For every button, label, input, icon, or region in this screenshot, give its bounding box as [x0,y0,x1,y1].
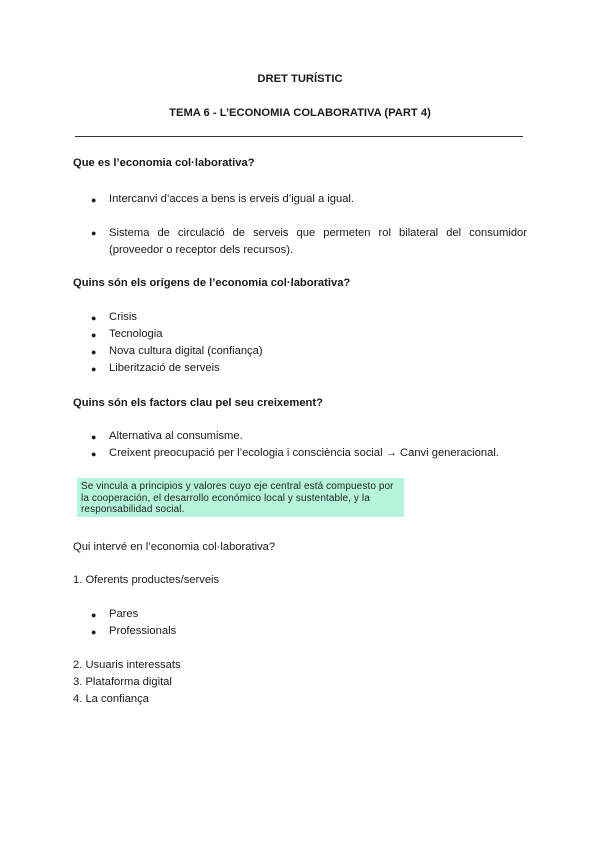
numbered-item [73,574,219,586]
sub-list-item: Pares [109,608,139,620]
numbered-item-text: Plataforma digital [85,676,172,688]
numbered-item-text: Usuaris interessats [85,659,181,671]
list-item: Creixent preocupació per l’ecologia i consciència social → Canvi generacional. [109,447,499,459]
bullet-icon: ● [91,364,97,374]
list-item: Crisis [109,311,137,323]
numbered-item-label: 2. [73,659,83,671]
bullet-icon: ● [91,449,97,459]
highlighted-quote: Se vincula a principios y valores cuyo eje central está compuesto por la cooperación, el desarrollo económico local y sustentable, y la responsabilidad social. [81,481,394,515]
bullet-icon: ● [91,347,97,357]
list-item: Liberització de serveis [109,362,220,374]
section-heading-origins: Quins són els orígens de l’economia col·laborativa? [73,277,351,289]
list-item: Intercanvi d’acces a bens is erveis d’igual a igual. [109,193,355,205]
bullet-icon: ● [91,313,97,323]
bullet-icon: ● [91,432,97,442]
title-divider [75,136,523,137]
bullet-icon: ● [91,627,97,637]
bullet-icon: ● [91,610,97,620]
section-heading-growth-factors: Quins són els factors clau pel seu creixement? [73,397,323,409]
numbered-item-text: Oferents productes/serveis [85,574,220,586]
numbered-item-label: 1. [73,574,83,586]
question-participants: Qui intervé en l’economia col·laborativa? [73,541,276,553]
bullet-icon: ● [91,195,97,205]
numbered-item [73,693,149,705]
numbered-item [73,659,181,671]
numbered-item-text: La confiança [85,693,149,705]
section-heading-definition: Que es l’economia col·laborativa? [73,157,255,169]
list-item: Sistema de circulació de serveis que permeten rol bilateral del consumidor (proveedor o receptor dels recursos). [109,227,527,256]
numbered-item-label: 3. [73,676,83,688]
bullet-icon: ● [91,330,97,340]
numbered-item-label: 4. [73,693,83,705]
bullet-icon: ● [91,228,97,238]
list-item: Alternativa al consumisme. [109,430,243,442]
list-item: Tecnologia [109,328,163,340]
numbered-item [73,676,172,688]
list-item: Nova cultura digital (confiança) [109,345,263,357]
document-subtitle: TEMA 6 - L’ECONOMIA COLABORATIVA (PART 4) [169,107,431,119]
document-title: DRET TURÍSTIC [257,73,343,85]
sub-list-item: Professionals [109,625,177,637]
